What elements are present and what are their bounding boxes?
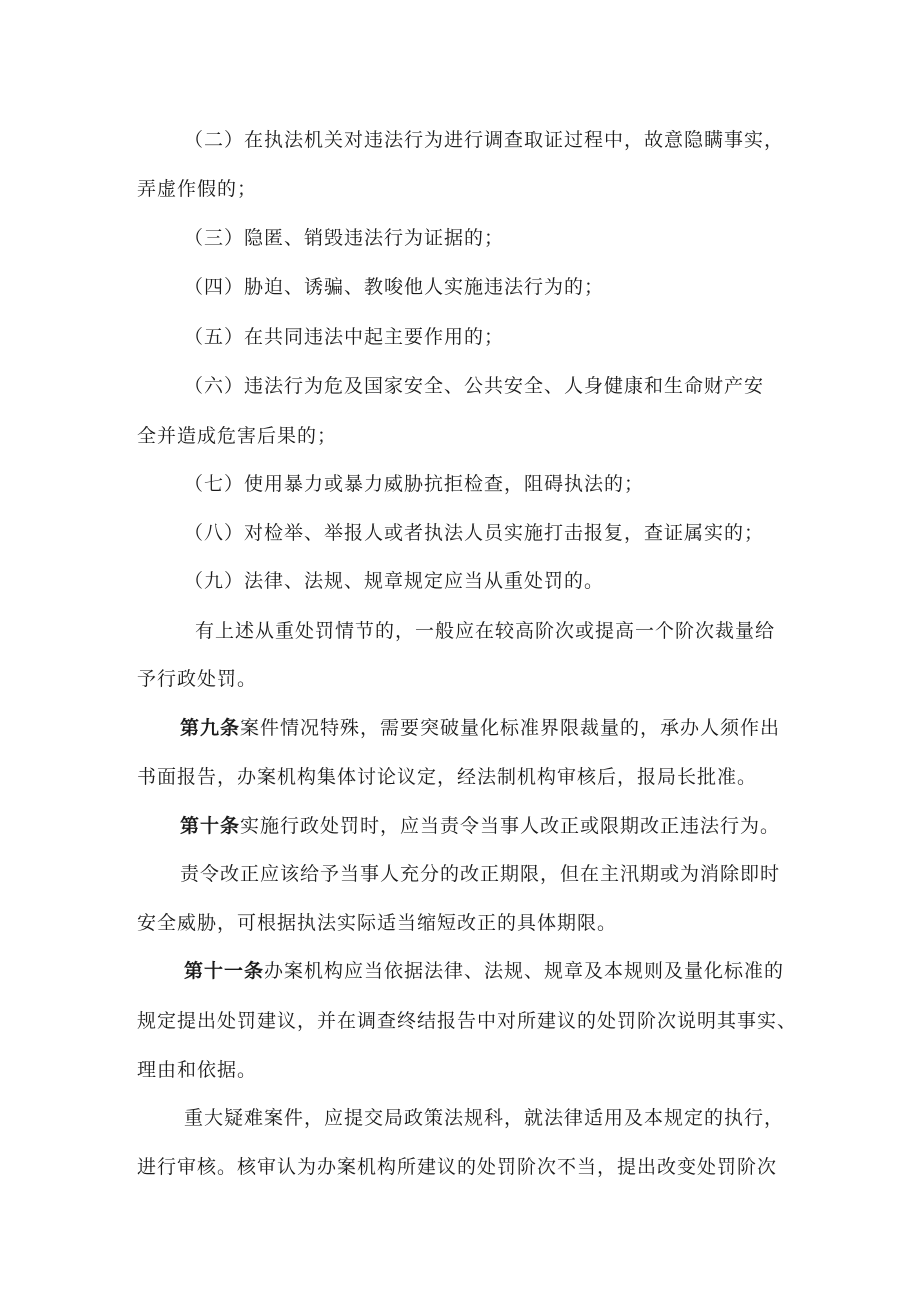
rectification-line-1: 责令改正应该给予当事人充分的改正期限，但在主汛期或为消除即时 bbox=[180, 863, 781, 885]
article-9-title: 第九条 bbox=[180, 717, 241, 739]
clause-2-line-1: （二）在执法机关对违法行为进行调查取证过程中，故意隐瞒事实， bbox=[184, 129, 785, 151]
clause-7: （七）使用暴力或暴力威胁抗拒检查，阻碍执法的； bbox=[184, 473, 645, 495]
clause-6-line-1: （六）违法行为危及国家安全、公共安全、人身健康和生命财产安 bbox=[184, 375, 765, 397]
clause-5: （五）在共同违法中起主要作用的； bbox=[184, 326, 505, 348]
clause-9: （九）法律、法规、规章规定应当从重处罚的。 bbox=[184, 570, 605, 592]
article-11-line-1 bbox=[184, 958, 784, 984]
clause-4: （四）胁迫、诱骗、教唆他人实施违法行为的； bbox=[184, 276, 605, 298]
article-11-line-3: 理由和依据。 bbox=[137, 1059, 258, 1081]
article-11-text: 办案机构应当依据法律、法规、规章及本规则及量化标准的 bbox=[264, 960, 785, 982]
rectification-line-2: 安全威胁，可根据执法实际适当缩短改正的具体期限。 bbox=[137, 912, 618, 934]
article-10-line-1 bbox=[180, 813, 780, 839]
clause-8: （八）对检举、举报人或者执法人员实施打击报复，查证属实的； bbox=[184, 522, 765, 544]
article-10-text: 实施行政处罚时，应当责令当事人改正或限期改正违法行为。 bbox=[240, 815, 781, 837]
clause-6-line-2: 全并造成危害后果的； bbox=[137, 425, 338, 447]
article-9-line-1 bbox=[180, 715, 780, 741]
article-11-line-2: 规定提出处罚建议，并在调查终结报告中对所建议的处罚阶次说明其事实、 bbox=[137, 1010, 798, 1032]
aggravation-note-line-1: 有上述从重处罚情节的，一般应在较高阶次或提高一个阶次裁量给 bbox=[195, 620, 776, 642]
article-9-line-2: 书面报告，办案机构集体讨论议定，经法制机构审核后，报局长批准。 bbox=[137, 766, 758, 788]
major-cases-line-2: 进行审核。核审认为办案机构所建议的处罚阶次不当，提出改变处罚阶次 bbox=[137, 1156, 778, 1178]
clause-3: （三）隐匿、销毁违法行为证据的； bbox=[184, 227, 505, 249]
aggravation-note-line-2: 予行政处罚。 bbox=[137, 668, 258, 690]
article-11-title: 第十一条 bbox=[184, 960, 265, 982]
article-9-text: 案件情况特殊，需要突破量化标准界限裁量的，承办人须作出 bbox=[240, 717, 781, 739]
article-10-title: 第十条 bbox=[180, 815, 241, 837]
clause-2-line-2: 弄虚作假的； bbox=[137, 178, 258, 200]
major-cases-line-1: 重大疑难案件，应提交局政策法规科，就法律适用及本规定的执行， bbox=[184, 1107, 785, 1129]
